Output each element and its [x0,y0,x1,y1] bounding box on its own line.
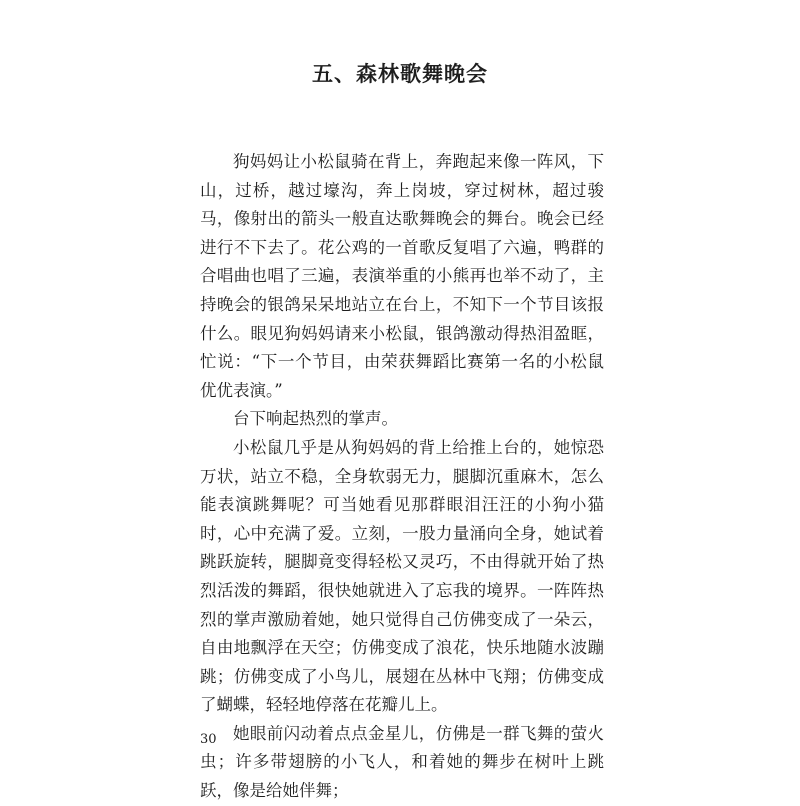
chapter-title: 五、森林歌舞晚会 [312,61,488,86]
page-number: 30 [200,732,217,747]
paragraph: 台下响起热烈的掌声。 [233,409,398,429]
paragraph: 小松鼠几乎是从狗妈妈的背上给推上台的，她惊恐万状，站立不稳，全身软弱无力，腿脚沉重麻木，怎么能表演跳舞呢？可当她看见那群眼泪汪汪的小狗小猫时，心中充满了爱。立刻，一股力量涌向全身，她试着跳跃旋转，腿脚竟变得轻松又灵巧，不由得就开始了热烈活泼的舞蹈，很快她就进入了忘我的境界。一阵阵热烈的掌声激励着她，她只觉得自己仿佛变成了一朵云，自由地飘浮在天空；仿佛变成了浪花，快乐地随水波蹦跳；仿佛变成了小鸟儿，展翅在丛林中飞翔；仿佛变成了蝴蝶，轻轻地停落在花瓣儿上。 [200,437,604,715]
paragraph: 她眼前闪动着点点金星儿，仿佛是一群飞舞的萤火虫；许多带翅膀的小飞人，和着她的舞步在树叶上跳跃，像是给她伴舞； [200,723,604,801]
paragraph: 狗妈妈让小松鼠骑在背上，奔跑起来像一阵风，下山，过桥，越过壕沟，奔上岗坡，穿过树林，超过骏马，像射出的箭头一般直达歌舞晚会的舞台。晚会已经进行不下去了。花公鸡的一首歌反复唱了六遍，鸭群的合唱曲也唱了三遍，表演举重的小熊再也举不动了，主持晚会的银鸽呆呆地站立在台上，不知下一个节目该报什么。眼见狗妈妈请来小松鼠，银鸽激动得热泪盈眶，忙说：“下一个节目，由荣获舞蹈比赛第一名的小松鼠优优表演。” [200,152,604,400]
chapter-body [200,148,604,806]
